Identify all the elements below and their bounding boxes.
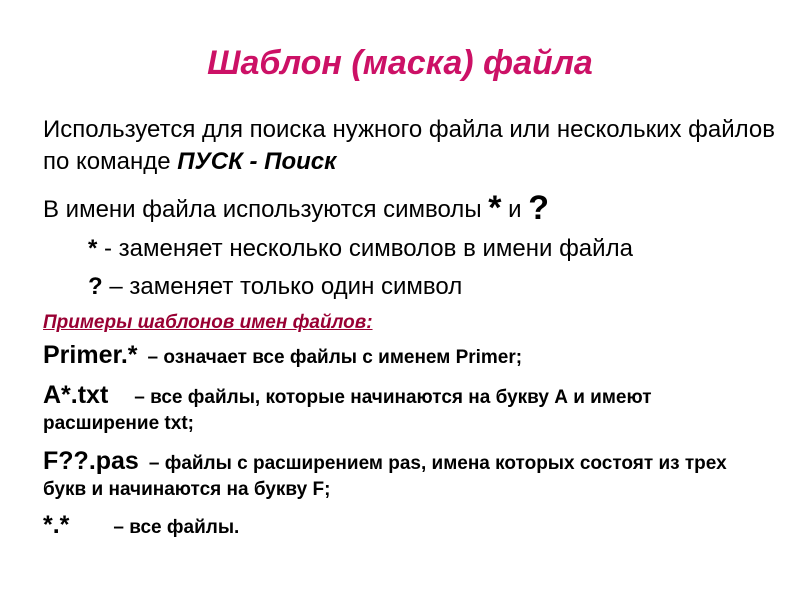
intro-paragraph bbox=[43, 114, 783, 178]
symbols-text: В имени файла используются символы bbox=[43, 196, 489, 223]
example-description: – все файлы. bbox=[113, 517, 240, 538]
bullet-question-symbol: ? bbox=[88, 273, 103, 300]
star-symbol: * bbox=[488, 189, 502, 227]
example-pattern: F??.pas bbox=[43, 447, 139, 475]
example-description: – все файлы, которые начинаются на букву А и имеют расширение txt; bbox=[43, 387, 652, 434]
bullet-star-text: - заменяет несколько символов в имени файла bbox=[97, 235, 633, 262]
example-item bbox=[43, 448, 763, 503]
examples-heading: Примеры шаблонов имен файлов: bbox=[43, 312, 373, 333]
bullet-question bbox=[88, 272, 462, 302]
example-pattern: *.* bbox=[43, 511, 70, 539]
example-description: – файлы с расширением pas, имена которых состоят из трех букв и начинаются на букву F; bbox=[43, 453, 727, 500]
symbols-and: и bbox=[501, 196, 529, 223]
example-item bbox=[43, 382, 763, 437]
question-symbol: ? bbox=[528, 189, 549, 227]
example-pattern: A*.txt bbox=[43, 381, 109, 409]
intro-command: ПУСК - Поиск bbox=[177, 148, 337, 175]
example-item bbox=[43, 342, 522, 371]
slide-title: Шаблон (маска) файла bbox=[207, 44, 593, 82]
symbols-paragraph bbox=[43, 190, 549, 228]
bullet-star-symbol: * bbox=[88, 235, 98, 262]
bullet-question-text: – заменяет только один символ bbox=[102, 273, 463, 300]
example-description: – означает все файлы с именем Primer; bbox=[147, 347, 523, 368]
example-item bbox=[43, 512, 239, 541]
bullet-star bbox=[88, 234, 633, 264]
example-pattern: Primer.* bbox=[43, 341, 138, 369]
intro-text: Используется для поиска нужного файла или нескольких файлов по команде bbox=[43, 116, 776, 175]
